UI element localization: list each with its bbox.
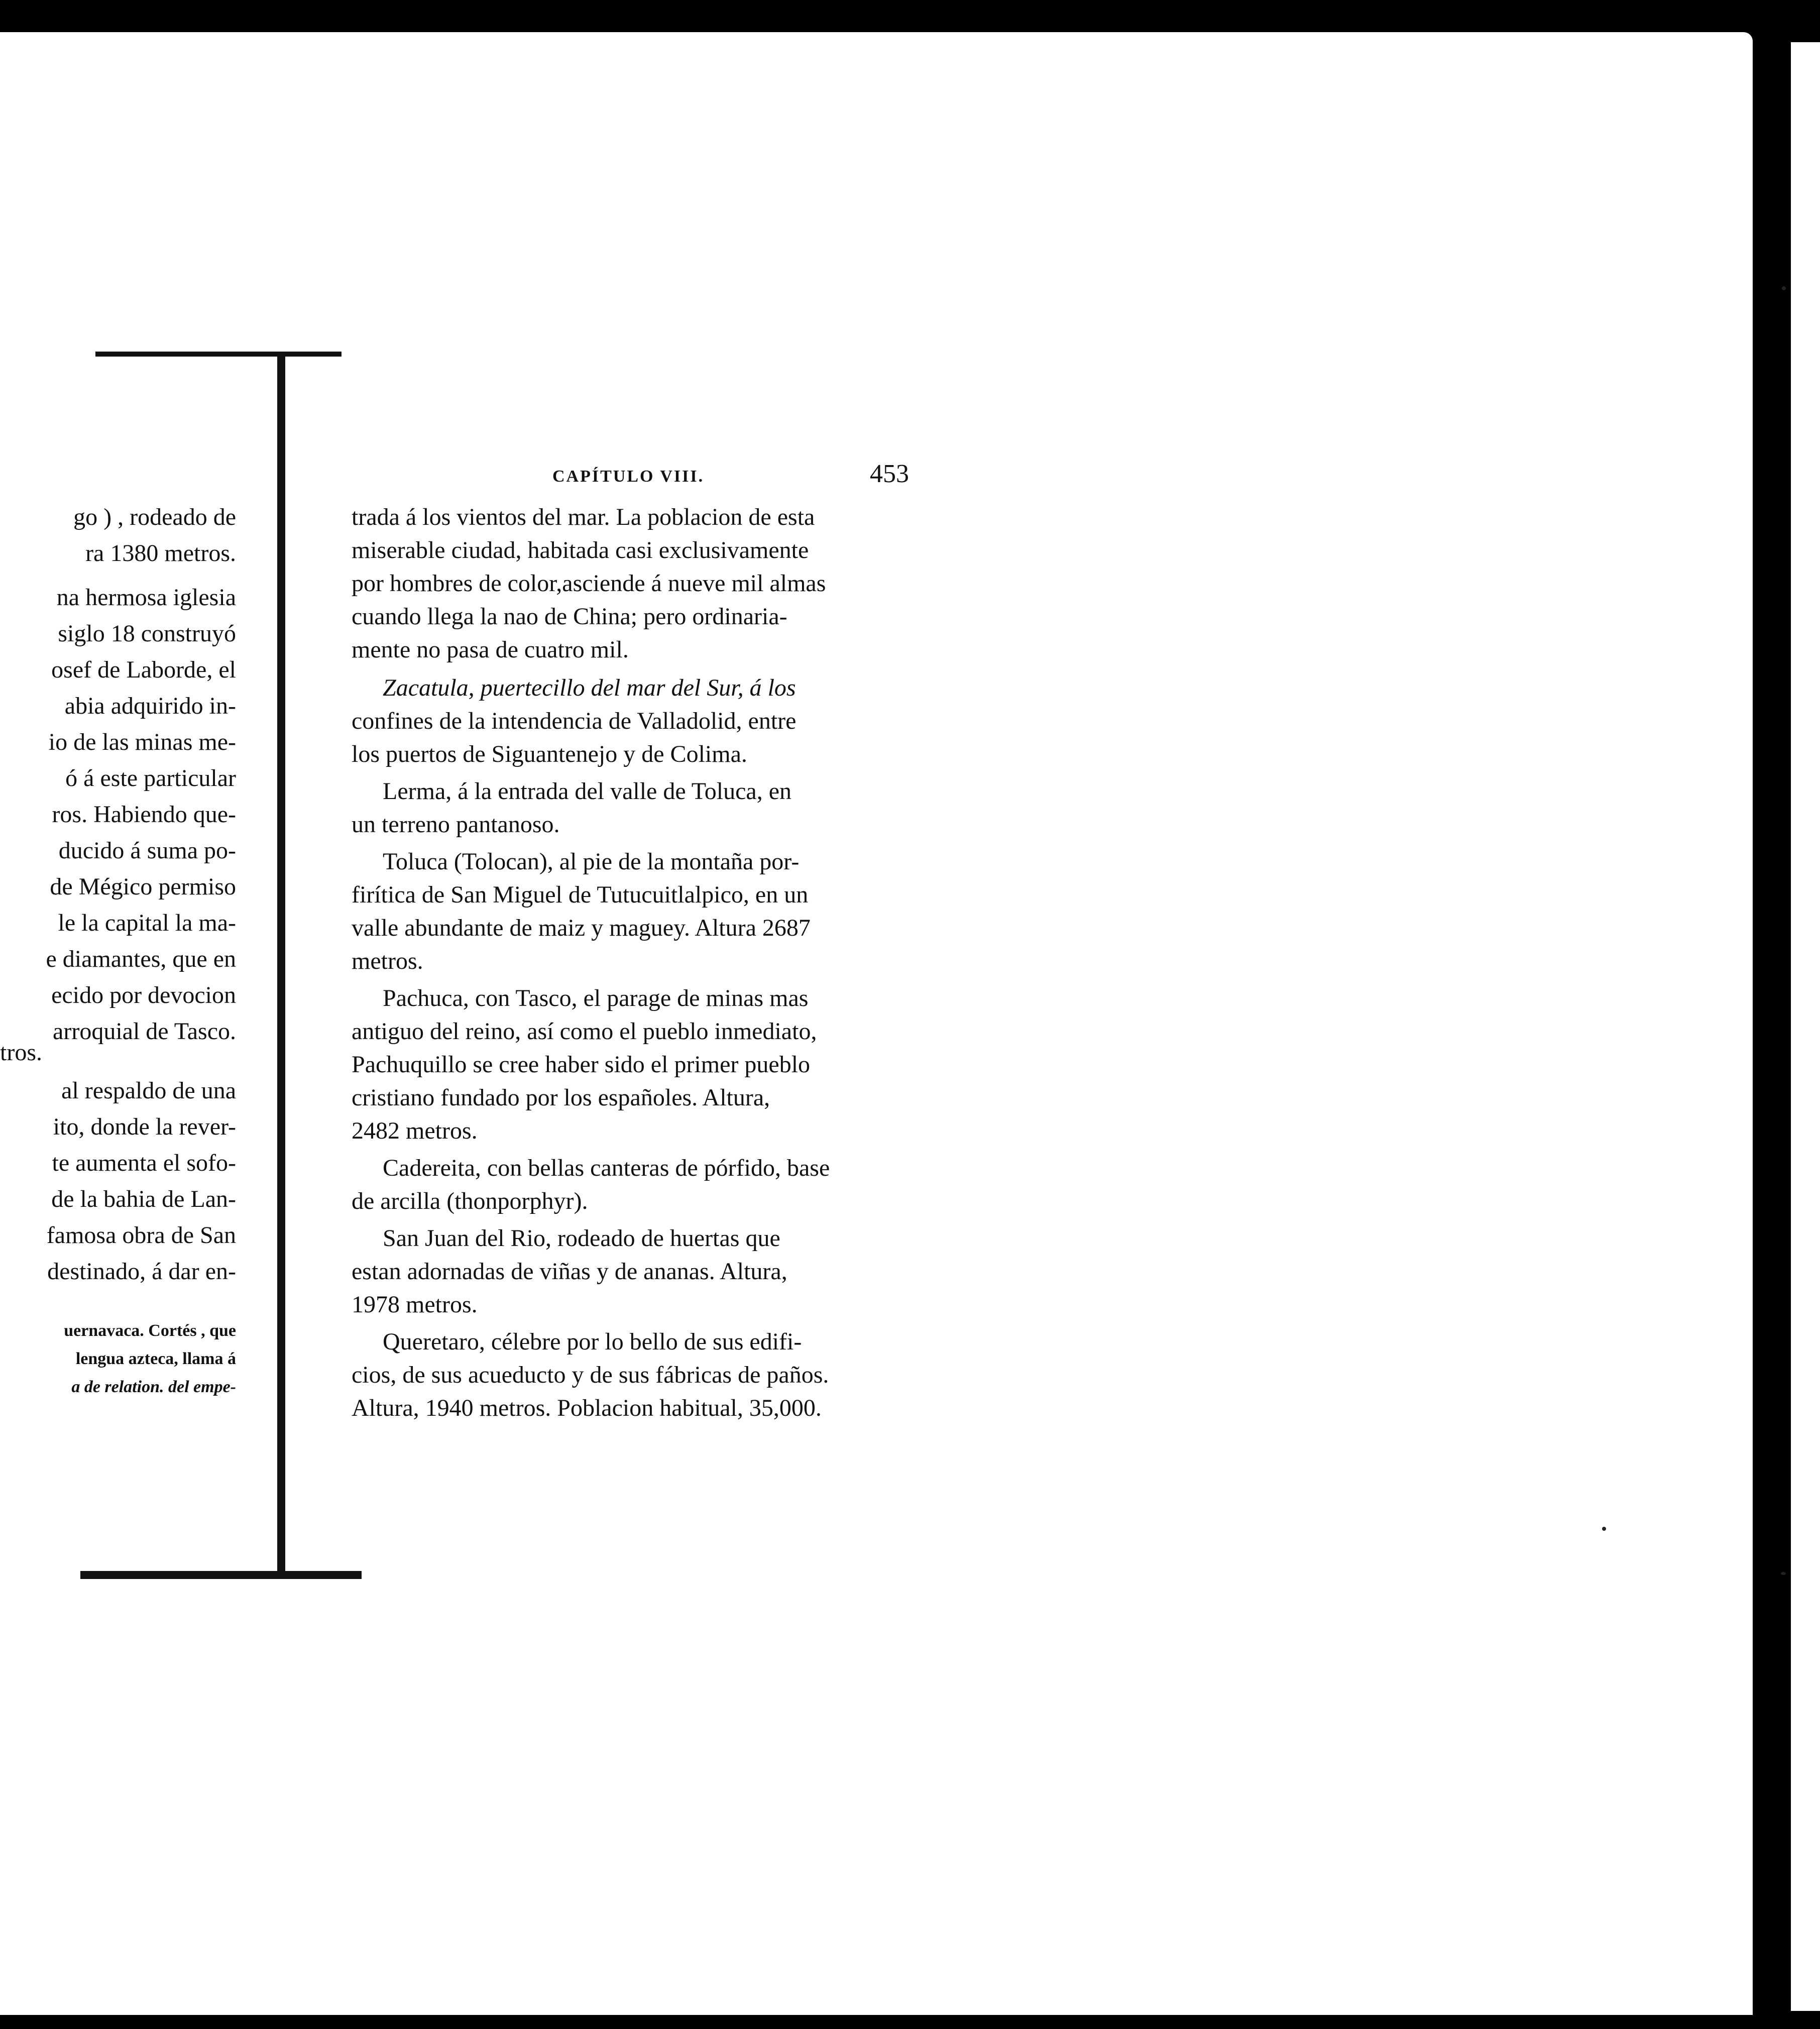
left-footnote: a de relation. del empe-: [71, 1378, 236, 1396]
text-line: por hombres de color,asciende á nueve mil almas: [352, 570, 826, 597]
left-line: ducido á suma po-: [58, 837, 236, 864]
vertical-frame-rule: [277, 356, 285, 1576]
text-line: de arcilla (thonporphyr).: [352, 1188, 588, 1214]
text-line: antiguo del reino, así como el pueblo inmediato,: [352, 1018, 817, 1045]
text-line: Pachuca, con Tasco, el parage de minas mas: [383, 985, 809, 1011]
text-line: Cadereita, con bellas canteras de pórfido, base: [383, 1155, 830, 1181]
left-line: osef de Laborde, el: [51, 656, 236, 683]
text-line: firítica de San Miguel de Tutucuitlalpico, en un: [352, 881, 809, 908]
text-line: cuando llega la nao de China; pero ordinaria-: [352, 603, 787, 630]
text-line: San Juan del Rio, rodeado de huertas que: [383, 1225, 780, 1252]
text-line: Zacatula, puertecillo del mar del Sur, á los: [383, 674, 796, 701]
scan-speck: [1602, 1527, 1606, 1531]
left-line: arroquial de Tasco.: [53, 1018, 236, 1045]
left-line: e diamantes, que en: [46, 946, 236, 972]
left-line: tros.: [0, 1039, 42, 1066]
text-line: confines de la intendencia de Valladolid, entre: [352, 708, 797, 734]
text-line: trada á los vientos del mar. La poblacion de esta: [352, 504, 815, 530]
left-line: ó á este particular: [65, 765, 236, 792]
text-line: mente no pasa de cuatro mil.: [352, 636, 629, 663]
text-line: Altura, 1940 metros. Poblacion habitual, 35,000.: [352, 1395, 822, 1421]
running-head: CAPÍTULO VIII.: [552, 467, 705, 486]
text-line: un terreno pantanoso.: [352, 811, 560, 838]
text-line: valle abundante de maiz y maguey. Altura 2687: [352, 915, 811, 941]
text-line: Lerma, á la entrada del valle de Toluca, en: [383, 778, 792, 805]
right-page: [352, 452, 909, 1456]
left-line: de Mégico permiso: [50, 873, 236, 900]
left-footnote: uernavaca. Cortés , que: [64, 1321, 236, 1340]
left-line: ecido por devocion: [51, 982, 236, 1008]
left-line: de la bahia de Lan-: [51, 1186, 236, 1212]
left-line: al respaldo de una: [61, 1077, 236, 1104]
left-line: ito, donde la rever-: [53, 1113, 236, 1140]
left-line: go ) , rodeado de: [73, 504, 236, 530]
text-line: metros.: [352, 948, 423, 974]
text-line: 1978 metros.: [352, 1291, 478, 1318]
left-page: [0, 502, 236, 1456]
scan-speck: [1781, 1572, 1786, 1575]
top-frame-rule: [95, 352, 342, 357]
left-line: le la capital la ma-: [58, 910, 236, 936]
text-line: Toluca (Tolocan), al pie de la montaña por-: [383, 848, 800, 875]
text-line: 2482 metros.: [352, 1117, 478, 1144]
adjacent-page-edge: [1791, 42, 1820, 2011]
text-line: estan adornadas de viñas y de ananas. Altura,: [352, 1258, 787, 1285]
text-line: Queretaro, célebre por lo bello de sus edifi-: [383, 1328, 802, 1355]
text-line: cios, de sus acueducto y de sus fábricas de paños.: [352, 1362, 829, 1388]
left-footnote: lengua azteca, llama á: [75, 1349, 236, 1368]
left-line: io de las minas me-: [48, 729, 236, 755]
bottom-frame-rule: [80, 1571, 362, 1579]
page-number: 453: [870, 460, 909, 488]
left-line: abia adquirido in-: [64, 693, 236, 719]
left-line: destinado, á dar en-: [47, 1258, 236, 1285]
left-line: famosa obra de San: [46, 1222, 236, 1249]
text-line: los puertos de Siguantenejo y de Colima.: [352, 741, 747, 767]
left-line: ra 1380 metros.: [85, 540, 236, 567]
left-line: ros. Habiendo que-: [52, 801, 236, 828]
scan-speck: [1782, 286, 1786, 290]
left-line: na hermosa iglesia: [56, 584, 236, 611]
text-line: Pachuquillo se cree haber sido el primer pueblo: [352, 1051, 811, 1078]
left-line: siglo 18 construyó: [58, 620, 236, 647]
left-line: te aumenta el sofo-: [52, 1150, 236, 1176]
text-line: miserable ciudad, habitada casi exclusivamente: [352, 537, 809, 563]
text-line: cristiano fundado por los españoles. Altura,: [352, 1084, 770, 1111]
